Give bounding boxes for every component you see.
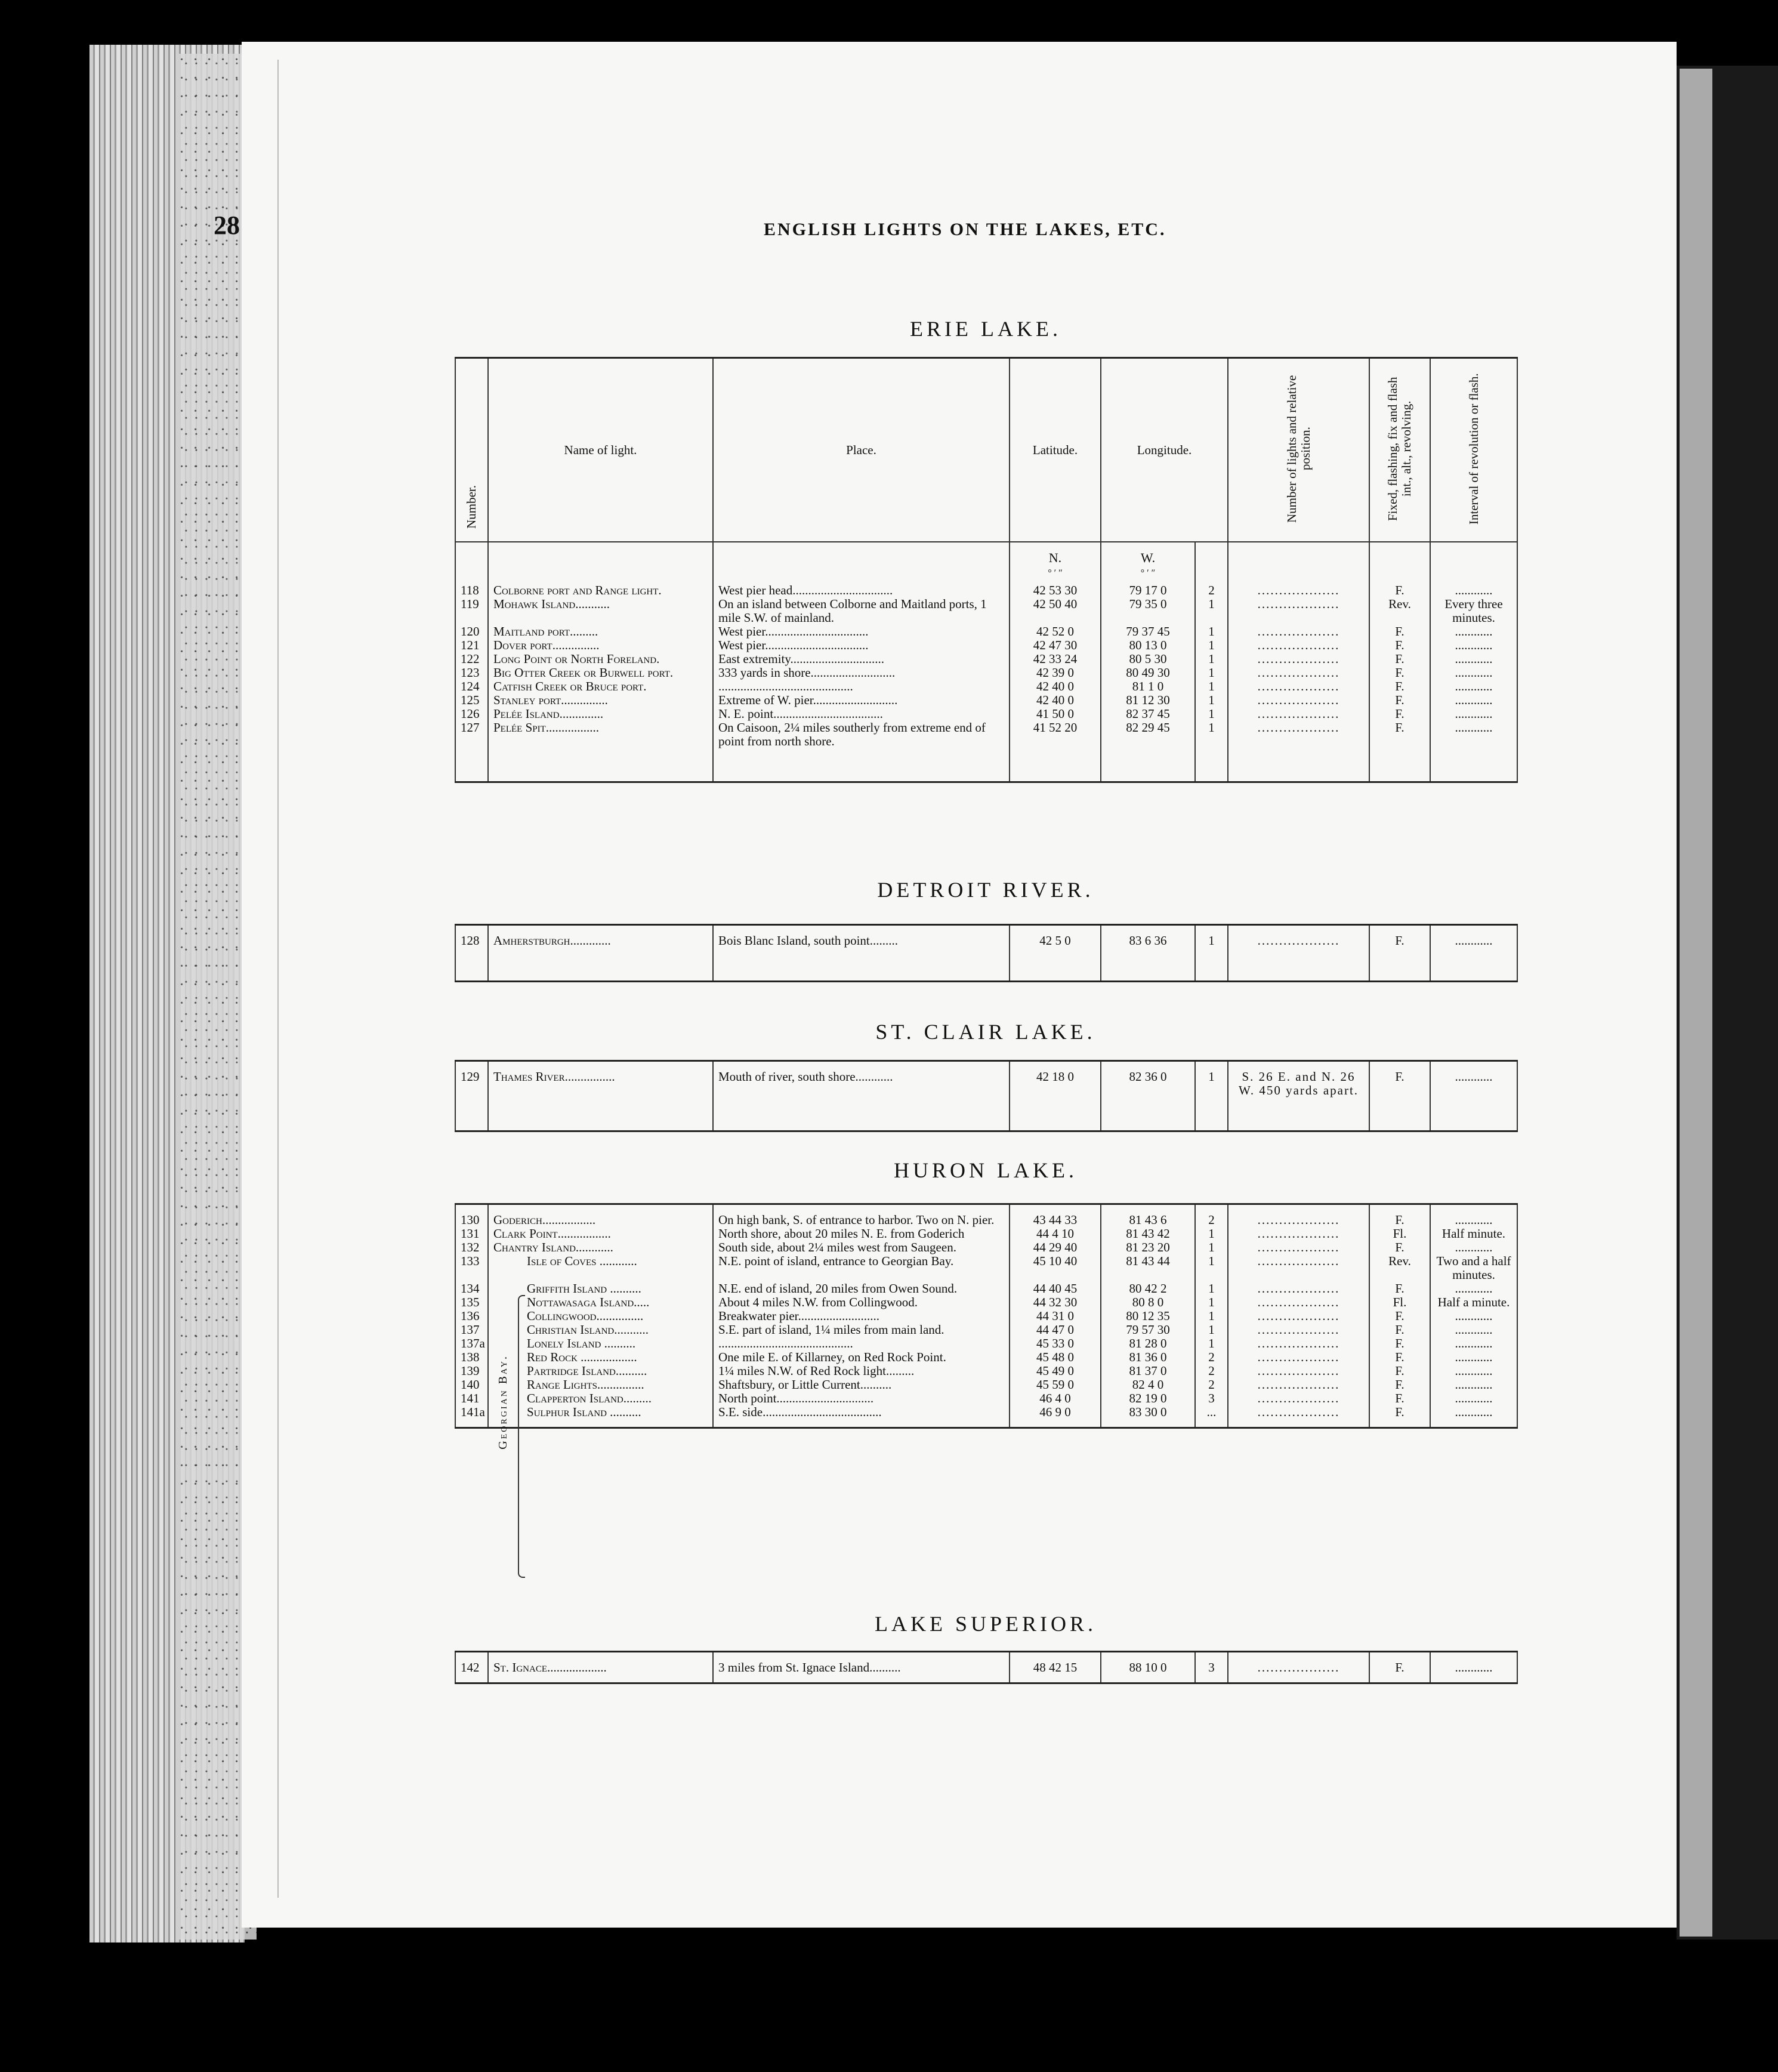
light-place: Mouth of river, south shore............	[713, 1061, 1010, 1098]
light-latitude: 42 52 0	[1010, 625, 1101, 639]
table-row	[455, 1364, 1517, 1378]
light-count: 2	[1195, 1364, 1228, 1378]
light-character: Rev.	[1369, 597, 1430, 625]
light-latitude: 42 18 0	[1010, 1061, 1101, 1098]
light-count: 1	[1195, 1227, 1228, 1241]
light-character: Fl.	[1369, 1296, 1430, 1309]
light-interval: ............	[1430, 680, 1517, 693]
light-position: ...................	[1228, 1296, 1369, 1309]
light-longitude: 81 28 0	[1101, 1337, 1195, 1350]
table-row	[455, 925, 1517, 948]
light-number: 129	[455, 1061, 488, 1098]
light-place: S.E. part of island, 1¼ miles from main land.	[713, 1323, 1010, 1337]
col-header-longitude: Longitude.	[1101, 358, 1228, 542]
light-count: 1	[1195, 639, 1228, 652]
light-place: S.E. side......................................	[713, 1405, 1010, 1419]
light-number: 131	[455, 1227, 488, 1241]
light-number: 130	[455, 1204, 488, 1228]
light-number: 121	[455, 639, 488, 652]
light-count: 2	[1195, 1378, 1228, 1392]
table-row	[455, 1282, 1517, 1296]
light-interval: ............	[1430, 1061, 1517, 1098]
light-name: Mohawk Island...........	[488, 597, 713, 625]
light-latitude: 45 33 0	[1010, 1337, 1101, 1350]
light-latitude: 42 33 24	[1010, 652, 1101, 666]
light-longitude: 81 12 30	[1101, 693, 1195, 707]
light-interval: ............	[1430, 666, 1517, 680]
light-position: ...................	[1228, 652, 1369, 666]
light-place: Breakwater pier..........................	[713, 1309, 1010, 1323]
table-row	[455, 1652, 1517, 1675]
light-longitude: 88 10 0	[1101, 1652, 1195, 1675]
light-name: Nottawasaga Island.....	[488, 1296, 713, 1309]
light-longitude: 82 37 45	[1101, 707, 1195, 721]
light-character: F.	[1369, 1241, 1430, 1254]
section-title-stclair: ST. CLAIR LAKE.	[875, 1020, 1096, 1044]
light-interval: ............	[1430, 1241, 1517, 1254]
light-count: 1	[1195, 1309, 1228, 1323]
light-interval: ............	[1430, 1652, 1517, 1675]
light-latitude: 42 39 0	[1010, 666, 1101, 680]
light-number: 141a	[455, 1405, 488, 1419]
light-position: ...................	[1228, 1405, 1369, 1419]
light-name: St. Ignace...................	[488, 1652, 713, 1675]
table-row	[455, 625, 1517, 639]
light-place: On an island between Colborne and Maitland ports, 1 mile S.W. of mainland.	[713, 597, 1010, 625]
light-latitude: 41 50 0	[1010, 707, 1101, 721]
light-count: 1	[1195, 1061, 1228, 1098]
light-count: 1	[1195, 666, 1228, 680]
light-interval: ............	[1430, 1204, 1517, 1228]
table-huron-lake	[455, 1203, 1518, 1429]
light-longitude: 82 19 0	[1101, 1392, 1195, 1405]
table-row	[455, 639, 1517, 652]
light-interval: ............	[1430, 707, 1517, 721]
table-row	[455, 1061, 1517, 1098]
table-row	[455, 1378, 1517, 1392]
table-row	[455, 721, 1517, 748]
light-number: 125	[455, 693, 488, 707]
light-name: Red Rock ..................	[488, 1350, 713, 1364]
light-character: F.	[1369, 1323, 1430, 1337]
table-row	[455, 652, 1517, 666]
light-name: Range Lights...............	[488, 1378, 713, 1392]
light-longitude: 81 23 20	[1101, 1241, 1195, 1254]
light-interval: ............	[1430, 639, 1517, 652]
light-place: West pier.................................	[713, 625, 1010, 639]
light-interval: ............	[1430, 1378, 1517, 1392]
light-longitude: 81 37 0	[1101, 1364, 1195, 1378]
light-longitude: 79 17 0	[1101, 580, 1195, 597]
light-position: ...................	[1228, 1254, 1369, 1282]
header-row	[455, 358, 1517, 542]
light-name: Maitland port.........	[488, 625, 713, 639]
light-longitude: 82 4 0	[1101, 1378, 1195, 1392]
light-place: Shaftsbury, or Little Current..........	[713, 1378, 1010, 1392]
light-count: 1	[1195, 597, 1228, 625]
light-number: 124	[455, 680, 488, 693]
light-position: ...................	[1228, 1350, 1369, 1364]
light-longitude: 81 43 42	[1101, 1227, 1195, 1241]
light-latitude: 45 49 0	[1010, 1364, 1101, 1378]
light-place: 1¼ miles N.W. of Red Rock light.........	[713, 1364, 1010, 1378]
light-latitude: 44 29 40	[1010, 1241, 1101, 1254]
light-place: West pier.................................	[713, 639, 1010, 652]
light-character: F.	[1369, 707, 1430, 721]
light-latitude: 48 42 15	[1010, 1652, 1101, 1675]
table-row	[455, 707, 1517, 721]
light-position: ...................	[1228, 666, 1369, 680]
light-interval: Two and a half minutes.	[1430, 1254, 1517, 1282]
light-character: Fl.	[1369, 1227, 1430, 1241]
col-header-lights: Number of lights and relative position.	[1228, 358, 1369, 542]
table-erie-lake	[455, 357, 1518, 783]
table-row	[455, 1323, 1517, 1337]
light-interval: ............	[1430, 1364, 1517, 1378]
light-name: Stanley port...............	[488, 693, 713, 707]
table-detroit-river	[455, 924, 1518, 982]
light-position: ...................	[1228, 1652, 1369, 1675]
table-row	[455, 666, 1517, 680]
light-place: One mile E. of Killarney, on Red Rock Point.	[713, 1350, 1010, 1364]
light-longitude: 81 36 0	[1101, 1350, 1195, 1364]
col-header-interval: Interval of revolution or flash.	[1430, 358, 1517, 542]
light-number: 132	[455, 1241, 488, 1254]
light-character: F.	[1369, 693, 1430, 707]
light-position: ...................	[1228, 625, 1369, 639]
light-name: Griffith Island ..........	[488, 1282, 713, 1296]
light-name: Collingwood...............	[488, 1309, 713, 1323]
light-latitude: 44 4 10	[1010, 1227, 1101, 1241]
light-longitude: 80 13 0	[1101, 639, 1195, 652]
light-place: West pier head................................	[713, 580, 1010, 597]
light-interval: ............	[1430, 625, 1517, 639]
light-place: About 4 miles N.W. from Collingwood.	[713, 1296, 1010, 1309]
light-name: Dover port...............	[488, 639, 713, 652]
table-st-clair-lake	[455, 1060, 1518, 1132]
light-number: 123	[455, 666, 488, 680]
light-longitude: 80 5 30	[1101, 652, 1195, 666]
light-position: ...................	[1228, 680, 1369, 693]
light-character: F.	[1369, 580, 1430, 597]
light-place: South side, about 2¼ miles west from Saugeen.	[713, 1241, 1010, 1254]
light-name: Pelée Spit.................	[488, 721, 713, 748]
light-place: Bois Blanc Island, south point.........	[713, 925, 1010, 948]
light-position: ...................	[1228, 693, 1369, 707]
light-name: Goderich.................	[488, 1204, 713, 1228]
light-name: Christian Island...........	[488, 1323, 713, 1337]
light-interval: ............	[1430, 1337, 1517, 1350]
table-row	[455, 1227, 1517, 1241]
light-character: F.	[1369, 625, 1430, 639]
light-number: 140	[455, 1378, 488, 1392]
light-name: Partridge Island..........	[488, 1364, 713, 1378]
light-interval: ............	[1430, 693, 1517, 707]
light-character: F.	[1369, 1350, 1430, 1364]
light-latitude: 44 47 0	[1010, 1323, 1101, 1337]
light-latitude: 41 52 20	[1010, 721, 1101, 748]
table-row	[455, 1405, 1517, 1419]
light-position: ...................	[1228, 1364, 1369, 1378]
table-row	[455, 1337, 1517, 1350]
light-count: 1	[1195, 1296, 1228, 1309]
light-longitude: 80 49 30	[1101, 666, 1195, 680]
light-latitude: 46 9 0	[1010, 1405, 1101, 1419]
light-count: 1	[1195, 721, 1228, 748]
georgian-bay-brace	[518, 1295, 525, 1578]
units-row	[455, 542, 1517, 580]
light-count: 1	[1195, 693, 1228, 707]
light-number: 118	[455, 580, 488, 597]
light-latitude: 42 53 30	[1010, 580, 1101, 597]
section-title-erie: ERIE LAKE.	[910, 317, 1061, 341]
table-row	[455, 1309, 1517, 1323]
light-latitude: 44 31 0	[1010, 1309, 1101, 1323]
light-name: Catfish Creek or Bruce port.	[488, 680, 713, 693]
light-longitude: 80 8 0	[1101, 1296, 1195, 1309]
light-name: Thames River................	[488, 1061, 713, 1098]
light-number: 128	[455, 925, 488, 948]
light-character: F.	[1369, 1204, 1430, 1228]
right-page-edge	[1680, 69, 1712, 1937]
light-interval: ............	[1430, 1405, 1517, 1419]
light-position: ...................	[1228, 1282, 1369, 1296]
light-character: F.	[1369, 1392, 1430, 1405]
light-latitude: 42 47 30	[1010, 639, 1101, 652]
light-number: 141	[455, 1392, 488, 1405]
table-row	[455, 597, 1517, 625]
light-count: 1	[1195, 707, 1228, 721]
light-count: 1	[1195, 1337, 1228, 1350]
light-number: 133	[455, 1254, 488, 1282]
light-character: F.	[1369, 1364, 1430, 1378]
light-latitude: 43 44 33	[1010, 1204, 1101, 1228]
running-head: ENGLISH LIGHTS ON THE LAKES, ETC.	[764, 220, 1166, 239]
light-number: 127	[455, 721, 488, 748]
light-longitude: 83 6 36	[1101, 925, 1195, 948]
light-character: F.	[1369, 1652, 1430, 1675]
light-interval: ............	[1430, 1392, 1517, 1405]
light-latitude: 44 32 30	[1010, 1296, 1101, 1309]
light-place: 3 miles from St. Ignace Island..........	[713, 1652, 1010, 1675]
longitude-unit: W. ° ′ ″	[1101, 542, 1195, 580]
light-interval: Half a minute.	[1430, 1296, 1517, 1309]
table-row	[455, 580, 1517, 597]
light-number: 137	[455, 1323, 488, 1337]
light-number: 135	[455, 1296, 488, 1309]
light-interval: ............	[1430, 1282, 1517, 1296]
light-position: ...................	[1228, 1204, 1369, 1228]
light-name: Clapperton Island.........	[488, 1392, 713, 1405]
inner-margin-line	[277, 60, 279, 1898]
light-character: F.	[1369, 1405, 1430, 1419]
light-number: 120	[455, 625, 488, 639]
light-place: N. E. point...................................	[713, 707, 1010, 721]
light-position: ...................	[1228, 580, 1369, 597]
light-place: On Caisoon, 2¼ miles southerly from extreme end of point from north shore.	[713, 721, 1010, 748]
latitude-unit: N. ° ′ ″	[1010, 542, 1101, 580]
light-position: S. 26 E. and N. 26 W. 450 yards apart.	[1228, 1061, 1369, 1098]
light-name: Lonely Island ..........	[488, 1337, 713, 1350]
table-row	[455, 680, 1517, 693]
light-count: 2	[1195, 1204, 1228, 1228]
light-position: ...................	[1228, 1378, 1369, 1392]
light-character: F.	[1369, 1378, 1430, 1392]
light-latitude: 42 50 40	[1010, 597, 1101, 625]
table-row	[455, 1254, 1517, 1282]
light-longitude: 82 36 0	[1101, 1061, 1195, 1098]
light-longitude: 80 42 2	[1101, 1282, 1195, 1296]
light-position: ...................	[1228, 1392, 1369, 1405]
light-count: 1	[1195, 1323, 1228, 1337]
table-row	[455, 1241, 1517, 1254]
light-position: ...................	[1228, 1241, 1369, 1254]
light-name: Isle of Coves ............	[488, 1254, 713, 1282]
col-header-place: Place.	[713, 358, 1010, 542]
light-number: 138	[455, 1350, 488, 1364]
light-character: F.	[1369, 1309, 1430, 1323]
table-row	[455, 1296, 1517, 1309]
light-character: F.	[1369, 652, 1430, 666]
light-latitude: 46 4 0	[1010, 1392, 1101, 1405]
light-place: North shore, about 20 miles N. E. from Goderich	[713, 1227, 1010, 1241]
light-count: 1	[1195, 925, 1228, 948]
light-count: 3	[1195, 1392, 1228, 1405]
light-count: 1	[1195, 1241, 1228, 1254]
light-name: Pelée Island..............	[488, 707, 713, 721]
light-interval: ............	[1430, 925, 1517, 948]
light-count: ...	[1195, 1405, 1228, 1419]
light-interval: Every three minutes.	[1430, 597, 1517, 625]
light-latitude: 45 59 0	[1010, 1378, 1101, 1392]
table-row	[455, 693, 1517, 707]
light-number: 126	[455, 707, 488, 721]
light-character: F.	[1369, 1282, 1430, 1296]
light-place: ...........................................	[713, 680, 1010, 693]
light-position: ...................	[1228, 639, 1369, 652]
light-count: 1	[1195, 680, 1228, 693]
light-character: F.	[1369, 721, 1430, 748]
light-position: ...................	[1228, 597, 1369, 625]
light-longitude: 81 43 6	[1101, 1204, 1195, 1228]
light-interval: ............	[1430, 1350, 1517, 1364]
table-lake-superior	[455, 1651, 1518, 1684]
light-count: 2	[1195, 1350, 1228, 1364]
light-place: ...........................................	[713, 1337, 1010, 1350]
light-count: 1	[1195, 1254, 1228, 1282]
light-number: 136	[455, 1309, 488, 1323]
light-number: 142	[455, 1652, 488, 1675]
light-character: F.	[1369, 680, 1430, 693]
light-latitude: 42 5 0	[1010, 925, 1101, 948]
section-title-detroit: DETROIT RIVER.	[877, 878, 1094, 902]
georgian-bay-label: Georgian Bay.	[496, 1355, 510, 1450]
light-longitude: 81 1 0	[1101, 680, 1195, 693]
page-number: 28	[214, 211, 240, 240]
light-longitude: 79 37 45	[1101, 625, 1195, 639]
light-count: 2	[1195, 580, 1228, 597]
light-position: ...................	[1228, 721, 1369, 748]
light-longitude: 79 35 0	[1101, 597, 1195, 625]
light-interval: ............	[1430, 652, 1517, 666]
light-number: 137a	[455, 1337, 488, 1350]
light-name: Amherstburgh.............	[488, 925, 713, 948]
light-count: 3	[1195, 1652, 1228, 1675]
light-interval: ............	[1430, 580, 1517, 597]
light-interval: ............	[1430, 721, 1517, 748]
light-longitude: 83 30 0	[1101, 1405, 1195, 1419]
light-name: Big Otter Creek or Burwell port.	[488, 666, 713, 680]
light-character: F.	[1369, 1337, 1430, 1350]
light-count: 1	[1195, 1282, 1228, 1296]
light-place: N.E. point of island, entrance to Georgian Bay.	[713, 1254, 1010, 1282]
col-header-character: Fixed, flashing, fix and flash int., alt., revolving.	[1369, 358, 1430, 542]
light-interval: Half minute.	[1430, 1227, 1517, 1241]
light-name: Clark Point.................	[488, 1227, 713, 1241]
light-longitude: 82 29 45	[1101, 721, 1195, 748]
light-number: 119	[455, 597, 488, 625]
light-name: Colborne port and Range light.	[488, 580, 713, 597]
light-character: F.	[1369, 666, 1430, 680]
light-latitude: 45 48 0	[1010, 1350, 1101, 1364]
light-name: Long Point or North Foreland.	[488, 652, 713, 666]
light-position: ...................	[1228, 707, 1369, 721]
light-place: 333 yards in shore...........................	[713, 666, 1010, 680]
light-count: 1	[1195, 652, 1228, 666]
light-latitude: 42 40 0	[1010, 693, 1101, 707]
table-row	[455, 1204, 1517, 1228]
table-row	[455, 1392, 1517, 1405]
light-interval: ............	[1430, 1309, 1517, 1323]
light-character: F.	[1369, 639, 1430, 652]
light-name: Chantry Island............	[488, 1241, 713, 1254]
light-latitude: 45 10 40	[1010, 1254, 1101, 1282]
light-place: North point...............................	[713, 1392, 1010, 1405]
light-latitude: 44 40 45	[1010, 1282, 1101, 1296]
light-place: East extremity..............................	[713, 652, 1010, 666]
light-character: Rev.	[1369, 1254, 1430, 1282]
light-character: F.	[1369, 925, 1430, 948]
light-name: Sulphur Island ..........	[488, 1405, 713, 1419]
light-longitude: 81 43 44	[1101, 1254, 1195, 1282]
section-title-huron: HURON LAKE.	[894, 1158, 1078, 1182]
light-longitude: 80 12 35	[1101, 1309, 1195, 1323]
col-header-number: Number.	[455, 358, 488, 542]
light-number: 122	[455, 652, 488, 666]
light-number: 139	[455, 1364, 488, 1378]
light-place: On high bank, S. of entrance to harbor. Two on N. pier.	[713, 1204, 1010, 1228]
light-count: 1	[1195, 625, 1228, 639]
light-latitude: 42 40 0	[1010, 680, 1101, 693]
light-interval: ............	[1430, 1323, 1517, 1337]
light-position: ...................	[1228, 1309, 1369, 1323]
light-position: ...................	[1228, 1337, 1369, 1350]
section-title-superior: LAKE SUPERIOR.	[874, 1612, 1097, 1636]
col-header-latitude: Latitude.	[1010, 358, 1101, 542]
light-number: 134	[455, 1282, 488, 1296]
light-position: ...................	[1228, 1227, 1369, 1241]
light-place: N.E. end of island, 20 miles from Owen Sound.	[713, 1282, 1010, 1296]
light-position: ...................	[1228, 1323, 1369, 1337]
table-row	[455, 1350, 1517, 1364]
light-character: F.	[1369, 1061, 1430, 1098]
light-longitude: 79 57 30	[1101, 1323, 1195, 1337]
light-place: Extreme of W. pier...........................	[713, 693, 1010, 707]
col-header-name: Name of light.	[488, 358, 713, 542]
light-position: ...................	[1228, 925, 1369, 948]
